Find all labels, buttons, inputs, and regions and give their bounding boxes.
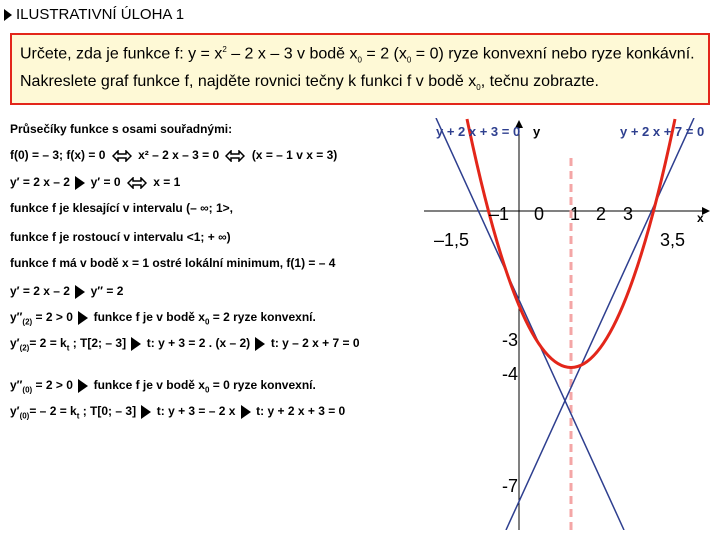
text: t: y – 2 x + 7 = 0 bbox=[270, 336, 360, 350]
text: y′ bbox=[10, 336, 20, 350]
text: funkce f je v bodě x bbox=[93, 310, 205, 324]
text: y′ = 2 x – 2 bbox=[10, 175, 70, 189]
task-sub: 0 bbox=[476, 82, 481, 92]
task-text: = 2 (x bbox=[361, 45, 407, 63]
text: t: y + 3 = 2 . (x – 2) bbox=[146, 336, 251, 350]
or-symbol: v bbox=[296, 148, 303, 162]
tick-label: 3 bbox=[623, 204, 634, 224]
text: y″ = 2 bbox=[90, 284, 124, 298]
intersections-heading: Průsečíky funkce s osami souřadnými: bbox=[10, 122, 233, 136]
text: y′ = 2 x – 2 bbox=[10, 284, 70, 298]
task-sub: 0 bbox=[357, 55, 362, 65]
task-text: = 0) ryze konvexní nebo ryze konkávní. Nakreslete graf funkce f, najděte rovnici tečny k funkci f v bodě x bbox=[20, 45, 695, 90]
tangent-line-left bbox=[436, 118, 624, 530]
implies-arrow-icon bbox=[78, 311, 88, 325]
tick-label: 0 bbox=[534, 204, 545, 224]
sub: (2) bbox=[19, 343, 30, 353]
text: y″ bbox=[10, 310, 23, 324]
play-triangle-icon[interactable] bbox=[4, 9, 12, 21]
implies-arrow-icon bbox=[241, 405, 251, 419]
text: = – 2 = k bbox=[29, 404, 77, 418]
y-axis-label: y bbox=[533, 124, 541, 139]
section-header bbox=[4, 6, 184, 23]
convex-at-2-line bbox=[10, 310, 316, 326]
decreasing-line: funkce f je klesající v intervalu (– ∞; 1>, bbox=[10, 201, 233, 215]
task-box bbox=[10, 33, 710, 105]
text: t: y + 2 x + 3 = 0 bbox=[256, 404, 346, 418]
sub: (2) bbox=[22, 317, 33, 327]
section-title: ILUSTRATIVNÍ ÚLOHA 1 bbox=[16, 6, 185, 23]
equivalence-arrow-icon bbox=[127, 177, 147, 189]
sub: (0) bbox=[22, 385, 33, 395]
text: f(0) = – 3; f(x) = 0 bbox=[10, 148, 106, 162]
text: x = 1 bbox=[153, 175, 181, 189]
tick-label: -3 bbox=[502, 330, 519, 350]
text: y′ = 0 bbox=[90, 175, 121, 189]
task-text: , tečnu zobrazte. bbox=[480, 72, 599, 90]
function-graph bbox=[424, 118, 712, 530]
implies-arrow-icon bbox=[131, 337, 141, 351]
text: t: y + 3 = – 2 x bbox=[156, 404, 236, 418]
task-text: – 2 x – 3 v bodě x bbox=[226, 45, 358, 63]
text: (x = – 1 bbox=[251, 148, 293, 162]
sub: t bbox=[66, 343, 70, 353]
tangent-right-label: y + 2 x + 7 = 0 bbox=[620, 124, 705, 139]
text: x² – 2 x – 3 = 0 bbox=[138, 148, 220, 162]
sub: (0) bbox=[19, 411, 30, 421]
text: ; T[0; – 3] bbox=[79, 404, 137, 418]
tick-label: -7 bbox=[502, 476, 519, 496]
implies-arrow-icon bbox=[75, 176, 85, 190]
tangent-left-label: y + 2 x + 3 = 0 bbox=[436, 124, 521, 139]
tick-label: 3,5 bbox=[660, 230, 686, 250]
text: = 0 ryze konvexní. bbox=[209, 378, 316, 392]
tick-label: –1 bbox=[489, 204, 510, 224]
tangent-at-0-line bbox=[10, 404, 345, 420]
implies-arrow-icon bbox=[255, 337, 265, 351]
text: y′ bbox=[10, 404, 20, 418]
x-axis-label: x bbox=[697, 211, 704, 225]
text: y″ bbox=[10, 378, 23, 392]
equivalence-arrow-icon bbox=[225, 150, 245, 162]
sub: 0 bbox=[204, 317, 210, 327]
text: funkce f je v bodě x bbox=[93, 378, 205, 392]
task-text: Určete, zda je funkce f: y = x bbox=[20, 45, 223, 63]
tick-label: 2 bbox=[596, 204, 607, 224]
sub: t bbox=[76, 411, 80, 421]
increasing-line: funkce f je rostoucí v intervalu <1; + ∞) bbox=[10, 230, 231, 244]
tick-label: -4 bbox=[502, 364, 519, 384]
text: = 2 = k bbox=[29, 336, 67, 350]
text: ; T[2; – 3] bbox=[69, 336, 127, 350]
tangent-line-right bbox=[506, 118, 694, 530]
sub: 0 bbox=[204, 385, 210, 395]
derivative-line bbox=[10, 175, 180, 190]
tick-label: 1 bbox=[570, 204, 581, 224]
equivalence-arrow-icon bbox=[112, 150, 132, 162]
minimum-line: funkce f má v bodě x = 1 ostré lokální minimum, f(1) = – 4 bbox=[10, 256, 336, 270]
text: = 2 > 0 bbox=[32, 310, 73, 324]
convex-at-0-line bbox=[10, 378, 316, 394]
task-sup: 2 bbox=[222, 45, 227, 54]
tangent-at-2-line bbox=[10, 336, 360, 352]
roots-line bbox=[10, 148, 337, 162]
task-sub: 0 bbox=[406, 55, 412, 65]
text: = 2 > 0 bbox=[32, 378, 73, 392]
implies-arrow-icon bbox=[78, 379, 88, 393]
implies-arrow-icon bbox=[75, 285, 85, 299]
text: x = 3) bbox=[306, 148, 338, 162]
text: = 2 ryze konvexní. bbox=[209, 310, 316, 324]
tick-label: –1,5 bbox=[434, 230, 470, 250]
implies-arrow-icon bbox=[141, 405, 151, 419]
graph-canvas bbox=[424, 118, 712, 530]
second-derivative-line bbox=[10, 284, 123, 299]
